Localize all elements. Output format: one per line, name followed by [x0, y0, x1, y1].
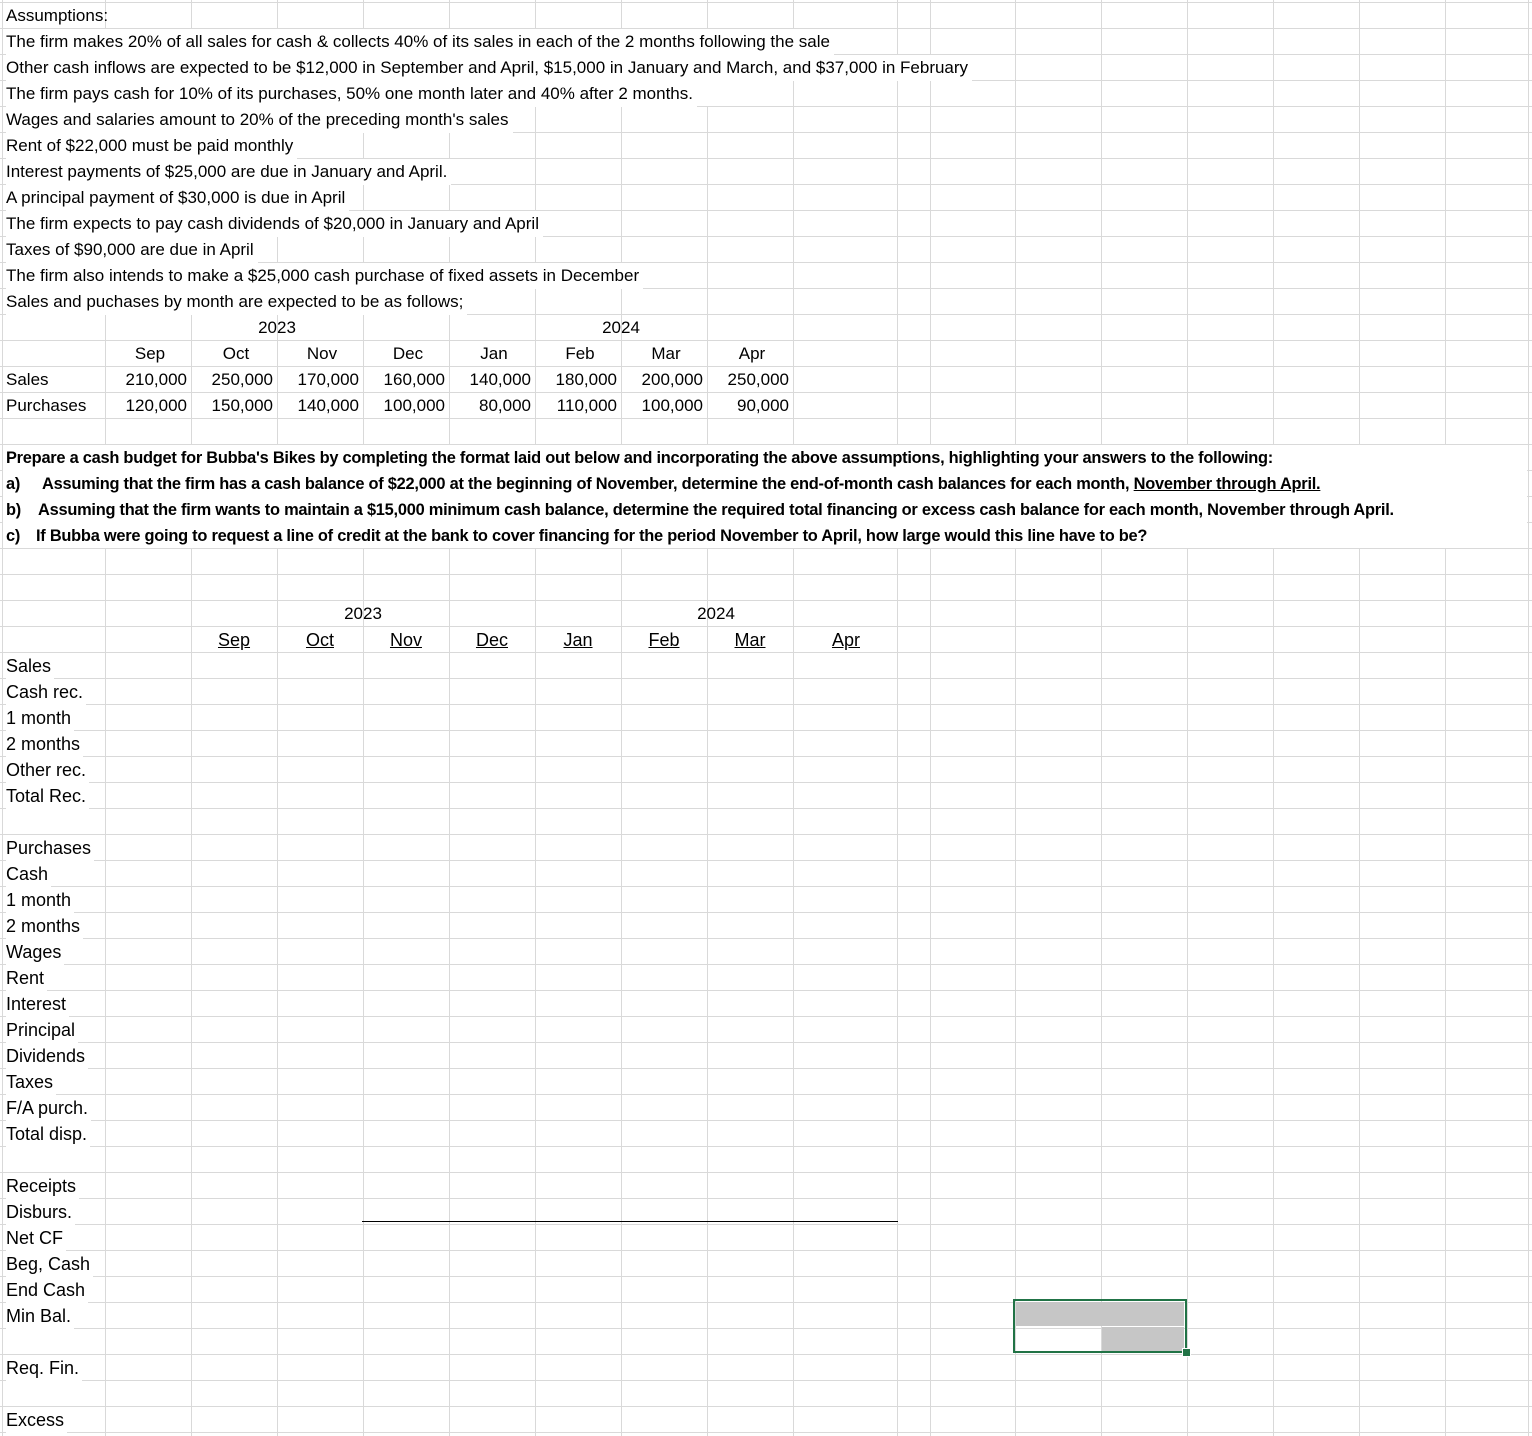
budget-month-header: Oct	[305, 630, 334, 650]
forecast-month-header: Mar	[651, 344, 681, 363]
budget-month-header: Apr	[831, 630, 860, 650]
receipts-row-label: 1 month	[6, 705, 74, 731]
summary-row-label: Beg, Cash	[6, 1251, 93, 1277]
grid-line	[0, 938, 1532, 939]
grid-line	[0, 1328, 1532, 1329]
assumption-line: Interest payments of $25,000 are due in January and April.	[6, 159, 451, 185]
budget-month-header: Dec	[475, 630, 508, 650]
grid-line	[0, 1380, 1532, 1381]
forecast-sales-value: 200,000	[641, 370, 703, 389]
grid-line	[0, 574, 1532, 575]
forecast-month-header: Feb	[565, 344, 595, 363]
assumption-line: The firm makes 20% of all sales for cash & collects 40% of its sales in each of the 2 months following the sale	[6, 29, 834, 55]
grid-line	[1273, 0, 1274, 1436]
budget-month-header: Jan	[563, 630, 593, 650]
disbursement-row-label: Wages	[6, 939, 64, 965]
budget-month-header: Sep	[217, 630, 251, 650]
grid-line	[0, 678, 1532, 679]
forecast-sales-value: 250,000	[727, 370, 789, 389]
grid-line	[0, 1354, 1532, 1355]
grid-line	[1528, 0, 1529, 1436]
grid-line	[0, 1302, 1532, 1303]
disbursement-row-label: F/A purch.	[6, 1095, 91, 1121]
assumption-line: The firm pays cash for 10% of its purchases, 50% one month later and 40% after 2 months.	[6, 81, 697, 107]
grid-line	[1359, 0, 1360, 1436]
grid-line	[0, 1120, 1532, 1121]
grid-line	[0, 964, 1532, 965]
disbursement-row-label: Rent	[6, 965, 47, 991]
summary-row-label: Receipts	[6, 1173, 79, 1199]
grid-line	[0, 1068, 1532, 1069]
forecast-sales-label: Sales	[6, 370, 49, 389]
assumption-line: The firm expects to pay cash dividends of $20,000 in January and April	[6, 211, 543, 237]
assumption-line: Other cash inflows are expected to be $12,000 in September and April, $15,000 in January and March, and $37,000 in February	[6, 55, 972, 81]
instruction-b-text: Assuming that the firm wants to maintain a $15,000 minimum cash balance, determine the required total financing or excess cash balance for each month, November through April.	[38, 501, 1394, 519]
excess-label: Excess	[6, 1407, 67, 1433]
grid-line	[0, 1094, 1532, 1095]
assumption-line: A principal payment of $30,000 is due in April	[6, 185, 349, 211]
forecast-sales-value: 250,000	[211, 370, 273, 389]
summary-row-label: Min Bal.	[6, 1303, 74, 1329]
grid-line	[0, 1146, 1532, 1147]
assumptions-heading: Assumptions:	[6, 6, 109, 25]
instruction-b-marker: b)	[6, 501, 21, 519]
disbursement-row-label: Dividends	[6, 1043, 88, 1069]
grid-line	[0, 990, 1532, 991]
forecast-purchases-value: 80,000	[479, 396, 531, 415]
grid-line	[0, 1406, 1532, 1407]
summary-row-label: End Cash	[6, 1277, 88, 1303]
disbursement-row-label: Interest	[6, 991, 69, 1017]
disbursement-row-label: Purchases	[6, 835, 94, 861]
assumption-line: Rent of $22,000 must be paid monthly	[6, 133, 297, 159]
forecast-sales-value: 170,000	[297, 370, 359, 389]
grid-line	[0, 756, 1532, 757]
budget-month-header: Mar	[734, 630, 766, 650]
forecast-month-header: Nov	[306, 344, 338, 363]
grid-line	[0, 730, 1532, 731]
forecast-sales-value: 160,000	[383, 370, 445, 389]
receipts-row-label: Cash rec.	[6, 679, 86, 705]
grid-line	[0, 912, 1532, 913]
grid-line	[0, 2, 1532, 3]
grid-line	[2, 0, 3, 1436]
grid-line	[0, 1224, 1532, 1225]
forecast-sales-value: 140,000	[469, 370, 531, 389]
grid-line	[0, 782, 1532, 783]
forecast-purchases-label: Purchases	[6, 396, 87, 415]
instruction-c-marker: c)	[6, 527, 21, 545]
grid-line	[1101, 0, 1102, 1436]
instruction-c-text: If Bubba were going to request a line of credit at the bank to cover financing for the period November to April, how large would this line have to be?	[36, 527, 1148, 545]
summary-row-label: Net CF	[6, 1225, 66, 1251]
grid-line	[0, 704, 1532, 705]
forecast-month-header: Sep	[134, 344, 166, 363]
selection-range[interactable]	[1013, 1299, 1187, 1353]
grid-line	[1015, 0, 1016, 1436]
assumption-line: Taxes of $90,000 are due in April	[6, 237, 258, 263]
grid-line	[0, 860, 1532, 861]
disbursement-row-label: Total disp.	[6, 1121, 90, 1147]
disbursement-row-label: Cash	[6, 861, 51, 887]
grid-line	[1187, 0, 1188, 1436]
forecast-purchases-value: 140,000	[297, 396, 359, 415]
assumption-line: Wages and salaries amount to 20% of the preceding month's sales	[6, 107, 513, 133]
forecast-year-2024: 2024	[602, 318, 640, 337]
grid-line	[930, 0, 931, 1436]
budget-month-header: Nov	[389, 630, 422, 650]
budget-month-header: Feb	[648, 630, 680, 650]
receipts-row-label: Sales	[6, 653, 54, 679]
grid-line	[1445, 0, 1446, 1436]
forecast-year-2023: 2023	[258, 318, 296, 337]
forecast-purchases-value: 150,000	[211, 396, 273, 415]
budget-year-2024: 2024	[697, 604, 735, 623]
grid-line	[0, 1016, 1532, 1017]
receipts-row-label: Total Rec.	[6, 783, 89, 809]
grid-line	[0, 1276, 1532, 1277]
forecast-purchases-value: 100,000	[641, 396, 703, 415]
forecast-month-header: Dec	[392, 344, 424, 363]
instruction-a-text: Assuming that the firm has a cash balance of $22,000 at the beginning of November, determine the end-of-month cash balances for each month,	[42, 475, 1130, 493]
instruction-a	[42, 471, 1320, 497]
grid-line	[0, 1432, 1532, 1433]
assumption-line: The firm also intends to make a $25,000 cash purchase of fixed assets in December	[6, 263, 643, 289]
grid-line	[0, 886, 1532, 887]
forecast-purchases-value: 110,000	[556, 396, 617, 415]
disbursement-row-label: Principal	[6, 1017, 78, 1043]
grid-line	[0, 1250, 1532, 1251]
forecast-sales-value: 180,000	[555, 370, 617, 389]
grid-line	[0, 1198, 1532, 1199]
receipts-row-label: 2 months	[6, 731, 83, 757]
grid-line	[0, 1172, 1532, 1173]
grid-line	[0, 834, 1532, 835]
subtotal-rule	[362, 1221, 898, 1222]
forecast-month-header: Oct	[222, 344, 250, 363]
instruction-a-underlined: November through April.	[1133, 475, 1321, 493]
summary-row-label: Disburs.	[6, 1199, 75, 1225]
disbursement-row-label: Taxes	[6, 1069, 56, 1095]
fill-handle[interactable]	[1182, 1348, 1191, 1357]
forecast-purchases-value: 90,000	[737, 396, 789, 415]
forecast-month-header: Apr	[738, 344, 766, 363]
instructions-intro: Prepare a cash budget for Bubba's Bikes by completing the format laid out below and incorporating the above assumptions, highlighting your answers to the following:	[6, 449, 1274, 467]
disbursement-row-label: 1 month	[6, 887, 74, 913]
assumption-line: Sales and puchases by month are expected to be as follows;	[6, 289, 467, 315]
forecast-purchases-value: 120,000	[125, 396, 187, 415]
receipts-row-label: Other rec.	[6, 757, 89, 783]
budget-year-2023: 2023	[344, 604, 382, 623]
forecast-purchases-value: 100,000	[383, 396, 445, 415]
required-financing-label: Req. Fin.	[6, 1355, 82, 1381]
instruction-a-marker: a)	[6, 475, 21, 493]
forecast-month-header: Jan	[480, 344, 508, 363]
grid-line	[0, 1042, 1532, 1043]
disbursement-row-label: 2 months	[6, 913, 83, 939]
grid-line	[0, 808, 1532, 809]
forecast-sales-value: 210,000	[125, 370, 187, 389]
